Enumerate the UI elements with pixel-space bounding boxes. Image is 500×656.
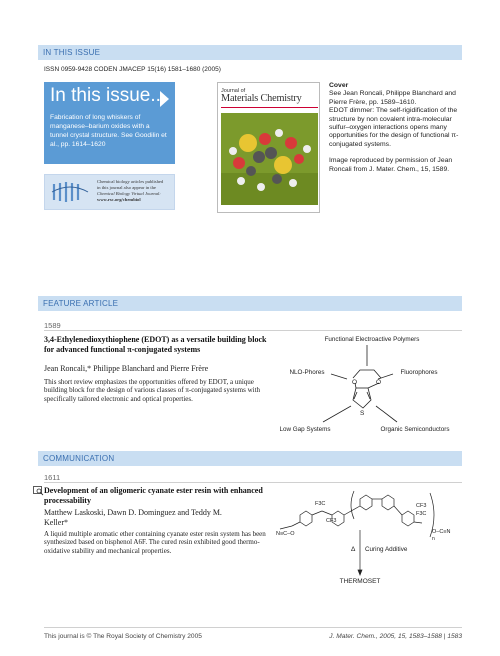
- diagram-bottom-right-label: Organic Semiconductors: [380, 426, 450, 433]
- cf3-label: CF3: [416, 503, 427, 509]
- arrow-right-icon: [160, 91, 169, 107]
- communication-abstract: A liquid multiple aromatic ether containing cyanate ester resin system has been synthesized based on bisphenol A6F. The cured resin exhibited good thermo-oxidative stability and mechanical properties.: [44, 530, 266, 555]
- cover-molecule-image: [221, 113, 318, 205]
- diagram-left-label: NLO-Phores: [289, 369, 325, 376]
- cover-authors: See Jean Roncali, Philippe Blanchard and Pierre Frère, pp. 1589–1610.: [329, 90, 456, 106]
- promo-text: Fabrication of long whiskers of manganese–barium oxides with a tunnel crystal structure. See Goodilin et al., pp. 1614–1620: [50, 114, 167, 148]
- magnifier-page-icon[interactable]: [33, 486, 44, 496]
- diagram-right-label: Fluorophores: [400, 369, 438, 376]
- issn-line: ISSN 0959-9428 CODEN JMACEP 15(16) 1581–1680 (2005): [44, 66, 221, 73]
- bio-line-2: in this journal also appear in the: [97, 185, 156, 190]
- cover-description: [329, 82, 465, 174]
- bio-link[interactable]: www.rsc.org/chembiol: [97, 197, 141, 202]
- edot-diagram: [275, 330, 465, 445]
- feature-authors: Jean Roncali,* Philippe Blanchard and Pierre Frère: [44, 364, 209, 373]
- section-header-label: IN THIS ISSUE: [43, 48, 101, 57]
- page-footer: [44, 633, 462, 640]
- cyanate-n-left: N≡C–O: [276, 531, 295, 537]
- diagram-top-label: Functional Electroactive Polymers: [324, 336, 420, 343]
- footer-copyright: This journal is © The Royal Society of Chemistry 2005: [44, 633, 202, 640]
- communication-page-number: 1611: [44, 473, 61, 482]
- communication-authors: Matthew Laskoski, Dawn D. Dominguez and Teddy M. Keller*: [44, 508, 222, 527]
- diagram-bottom-left-label: Low Gap Systems: [279, 426, 331, 433]
- feature-title[interactable]: 3,4-Ethylenedioxythiophene (EDOT) as a versatile building block for advanced functional π-conjugated systems: [44, 335, 267, 354]
- f3c-label: F3C: [416, 511, 427, 517]
- section-header-feature-article: [38, 296, 462, 311]
- feature-abstract: This short review emphasizes the opportunities offered by EDOT, a unique building block for the design of various classes of π-conjugated systems with specifically tailored electronic and optical properties.: [44, 378, 261, 403]
- communication-section-label: COMMUNICATION: [43, 454, 115, 463]
- cover-journal-of: Journal of: [221, 88, 246, 94]
- in-this-issue-promo[interactable]: [44, 82, 175, 164]
- atom-s: S: [360, 410, 365, 417]
- curing-additive-label: Curing Additive: [365, 546, 408, 553]
- cover-credit: Image reproduced by permission of Jean Roncali from J. Mater. Chem., 15, 1589.: [329, 157, 453, 173]
- cyanate-scheme: [270, 485, 465, 585]
- cyanate-n-right: O–C≡N: [432, 529, 451, 535]
- f3c-label: F3C: [315, 501, 326, 507]
- bio-line-3: Chemical Biology Virtual Journal:: [97, 191, 161, 196]
- communication-title[interactable]: Development of an oligomeric cyanate ester resin with enhanced processability: [44, 486, 263, 505]
- n-subscript: n: [432, 536, 435, 542]
- promo-title: In this issue...: [50, 85, 167, 106]
- delta-symbol: Δ: [351, 546, 356, 553]
- journal-cover[interactable]: [217, 82, 320, 213]
- feature-page-number: 1589: [44, 321, 61, 330]
- footer-divider: [44, 627, 462, 628]
- chemical-biology-banner[interactable]: [44, 174, 175, 210]
- footer-citation: J. Mater. Chem., 2005, 15, 1583–1588 | 1583: [329, 633, 462, 640]
- divider: [44, 482, 462, 483]
- cover-rule: [221, 107, 318, 108]
- cover-heading: Cover: [329, 82, 349, 89]
- chemical-biology-logo-icon: [50, 180, 90, 204]
- atom-o-right: O: [376, 379, 382, 386]
- section-header-communication: [38, 451, 462, 466]
- bio-line-1: Chemical biology articles published: [97, 179, 164, 184]
- cover-title: Materials Chemistry: [221, 93, 302, 104]
- feature-section-label: FEATURE ARTICLE: [43, 299, 119, 308]
- section-header-in-this-issue: [38, 45, 462, 60]
- cf3-label: CF3: [326, 518, 337, 524]
- bio-banner-text: [97, 179, 175, 203]
- thermoset-label: THERMOSET: [339, 578, 381, 585]
- cover-description-text: EDOT dimmer: The self-rigidification of the structure by non covalent intra-molecular sulfur–oxygen interactions opens many opportunities for the design of functional π-conjugated systems.: [329, 107, 459, 148]
- atom-o-left: O: [352, 379, 358, 386]
